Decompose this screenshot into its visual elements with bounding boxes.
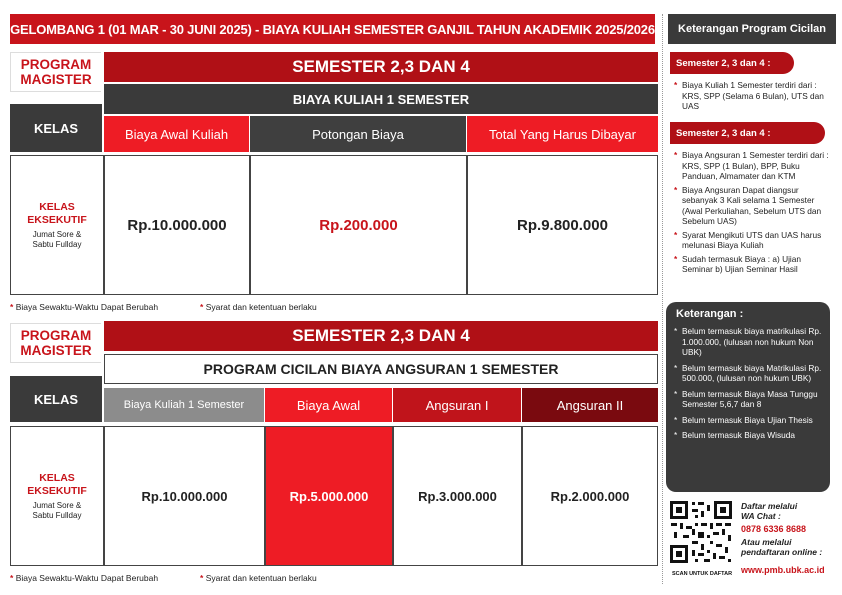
col-header-angsuran-2 <box>522 388 658 422</box>
note-2b: * Syarat dan ketentuan berlaku <box>200 573 317 583</box>
value-angsuran-1 <box>393 426 522 566</box>
program-label-text: PROGRAM MAGISTER <box>20 57 92 87</box>
semester-pill-2 <box>670 122 825 144</box>
kelas-subtitle: Jumat Sore & Sabtu Fullday <box>32 500 82 520</box>
ket-item-text: Belum termasuk biaya Matrikulasi Rp. 500.000, (lulusan non hukum UBK) <box>682 362 822 383</box>
subheader-text: PROGRAM CICILAN BIAYA ANGSURAN 1 SEMESTER <box>203 361 559 377</box>
note-1a: * Biaya Sewaktu-Waktu Dapat Berubah <box>10 302 159 312</box>
kelas-title: KELAS EKSEKUTIF <box>27 471 87 497</box>
value-biaya-kuliah <box>104 426 265 566</box>
note-2a: * Biaya Sewaktu-Waktu Dapat Berubah <box>10 573 159 583</box>
side-title-text: Keterangan Program Cicilan <box>678 23 826 35</box>
value-text: Rp.10.000.000 <box>127 216 227 234</box>
ket-item-text: Belum termasuk Biaya Wisuda <box>682 430 795 440</box>
note-text: Syarat dan ketentuan berlaku <box>205 302 317 312</box>
kelas-cell-2 <box>10 426 104 566</box>
note-text: Biaya Sewaktu-Waktu Dapat Berubah <box>15 573 159 583</box>
ket-item: * Belum termasuk biaya matrikulasi Rp. 1.000.000, (lulusan non hukum Non UBK) <box>674 326 826 358</box>
pill-text: Semester 2, 3 dan 4 : <box>676 127 771 139</box>
side-item-text: Biaya Angsuran 1 Semester terdiri dari : KRS, SPP (1 Bulan), BPP, Buku Panduan, Almamater dan KTM <box>682 150 829 181</box>
value-biaya-awal <box>104 155 250 295</box>
side-item-text: Biaya Kuliah 1 Semester terdiri dari : KRS, SPP (Selama 6 Bulan), UTS dan UAS <box>682 80 824 111</box>
page-banner <box>10 14 655 44</box>
side-item-text: Sudah termasuk Biaya : a) Ujian Seminar b) Ujian Seminar Hasil <box>682 253 801 274</box>
panel-divider <box>662 14 663 584</box>
kelas-cell-1 <box>10 155 104 295</box>
col-header-label: Total Yang Harus Dibayar <box>489 126 636 142</box>
keterangan-list <box>674 326 826 446</box>
col-header-biaya-awal <box>104 116 249 152</box>
value-text: Rp.200.000 <box>319 216 398 234</box>
keterangan-title: Keterangan : <box>676 308 744 320</box>
program-label-2 <box>10 323 101 363</box>
qr-code[interactable] <box>668 499 734 565</box>
col-header-angsuran-1 <box>393 388 521 422</box>
ket-item: * Belum termasuk biaya Matrikulasi Rp. 500.000, (lulusan non hukum UBK) <box>674 363 826 384</box>
qr-code-graphic <box>668 499 734 565</box>
pill-text: Semester 2, 3 dan 4 : <box>676 57 771 69</box>
col-header-label: Biaya Awal <box>296 397 361 413</box>
semester-header-2 <box>104 321 658 351</box>
program-label-1 <box>10 52 101 92</box>
program-label-text: PROGRAM MAGISTER <box>20 328 92 358</box>
side-item: * Biaya Kuliah 1 Semester terdiri dari : KRS, SPP (Selama 6 Bulan), UTS dan UAS <box>674 80 834 112</box>
banner-text: GELOMBANG 1 (01 MAR - 30 JUNI 2025) - BIAYA KULIAH SEMESTER GANJIL TAHUN AKADEMIK 2025/2026 <box>10 21 655 37</box>
kelas-header-2 <box>10 376 102 422</box>
ket-item: * Belum termasuk Biaya Ujian Thesis <box>674 414 813 425</box>
col-header-label: Biaya Awal Kuliah <box>124 126 229 142</box>
subheader-2 <box>104 354 658 384</box>
ket-item: * Belum termasuk Biaya Wisuda <box>674 430 795 440</box>
side-item: * Biaya Angsuran 1 Semester terdiri dari : KRS, SPP (1 Bulan), BPP, Buku Panduan, Almamater dan KTM <box>674 150 834 182</box>
kelas-label: KELAS <box>33 120 79 136</box>
side-item: * Sudah termasuk Biaya : a) Ujian Seminar b) Ujian Seminar Hasil <box>674 254 834 275</box>
side-panel-title <box>668 14 836 44</box>
website-link[interactable]: www.pmb.ubk.ac.id <box>741 565 825 575</box>
value-text: Rp.9.800.000 <box>517 216 608 234</box>
col-header-potongan <box>250 116 466 152</box>
value-text: Rp.3.000.000 <box>418 489 497 504</box>
note-1b: * Syarat dan ketentuan berlaku <box>200 302 317 312</box>
note-text: Biaya Sewaktu-Waktu Dapat Berubah <box>15 302 159 312</box>
side-item-text: Syarat Mengikuti UTS dan UAS harus melunasi Biaya Kuliah <box>682 229 822 250</box>
value-angsuran-2 <box>522 426 658 566</box>
kelas-header-1 <box>10 104 102 152</box>
col-header-label: Potongan Biaya <box>312 126 404 142</box>
note-text: Syarat dan ketentuan berlaku <box>205 573 317 583</box>
value-biaya-awal-2 <box>265 426 393 566</box>
side-item-text: Biaya Angsuran Dapat diangsur sebanyak 3 Kali selama 1 Semester (Awal Perkuliahan, Sebelum UTS dan Sebelum UAS) <box>682 184 822 226</box>
scan-label: SCAN UNTUK DAFTAR <box>671 571 733 577</box>
subheader-text: BIAYA KULIAH 1 SEMESTER <box>292 91 470 107</box>
col-header-total <box>467 116 658 152</box>
kelas-title: KELAS EKSEKUTIF <box>27 200 87 226</box>
phone-number[interactable]: 0878 6336 8688 <box>741 524 807 534</box>
col-header-label: Angsuran II <box>556 397 624 413</box>
value-potongan <box>250 155 467 295</box>
kelas-subtitle: Jumat Sore & Sabtu Fullday <box>32 229 82 249</box>
ket-item-text: Belum termasuk Biaya Masa Tunggu Semester 5,6,7 dan 8 <box>682 388 818 409</box>
semester-header-text: SEMESTER 2,3 DAN 4 <box>292 57 470 76</box>
semester-pill-1 <box>670 52 794 74</box>
kelas-label: KELAS <box>33 391 79 407</box>
wa-label: Daftar melalui WA Chat : <box>741 501 798 521</box>
value-text: Rp.2.000.000 <box>550 489 630 504</box>
subheader-1 <box>104 84 658 114</box>
value-text: Rp.10.000.000 <box>141 488 228 504</box>
value-total <box>467 155 658 295</box>
col-header-biaya-awal-2 <box>265 388 392 422</box>
col-header-label: Biaya Kuliah 1 Semester <box>123 399 245 411</box>
side-item: * Biaya Angsuran Dapat diangsur sebanyak 3 Kali selama 1 Semester (Awal Perkuliahan, Sebelum UTS dan Sebelum UAS) <box>674 185 834 227</box>
ket-item: * Belum termasuk Biaya Masa Tunggu Semester 5,6,7 dan 8 <box>674 389 826 410</box>
ket-item-text: Belum termasuk Biaya Ujian Thesis <box>682 414 813 425</box>
col-header-biaya-kuliah <box>104 388 264 422</box>
semester-header-text: SEMESTER 2,3 DAN 4 <box>292 326 470 345</box>
online-label: Atau melalui pendaftaran online : <box>741 537 823 557</box>
side-block-2 <box>674 150 834 278</box>
ket-item-text: Belum termasuk biaya matrikulasi Rp. 1.000.000, (lulusan non hukum Non UBK) <box>682 326 822 357</box>
col-header-label: Angsuran I <box>425 397 489 413</box>
side-block-1 <box>674 80 834 115</box>
value-text: Rp.5.000.000 <box>289 488 369 504</box>
side-item: * Syarat Mengikuti UTS dan UAS harus melunasi Biaya Kuliah <box>674 230 834 251</box>
semester-header-1 <box>104 52 658 82</box>
